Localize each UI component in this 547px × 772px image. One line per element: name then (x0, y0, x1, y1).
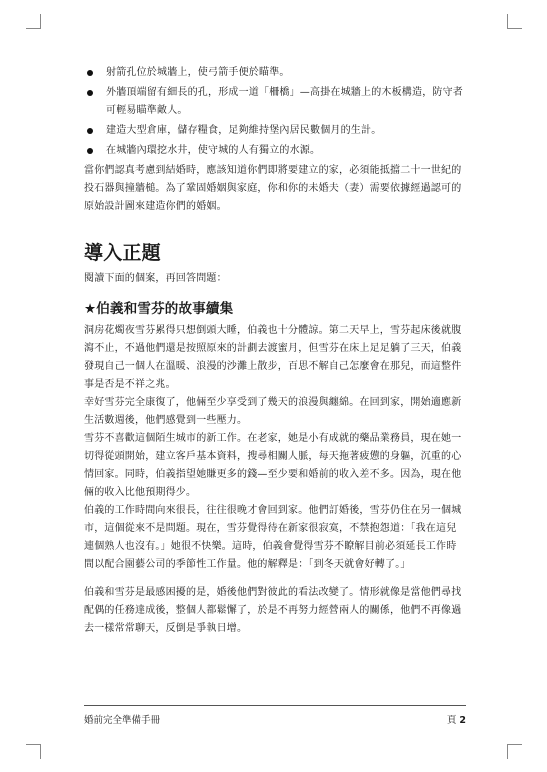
intro-paragraph: 當你們認真考慮到結婚時，應該知道你們即將要建立的家，必須能抵擋二十一世紀的投石器與撞牆槌。為了鞏固婚姻與家庭，你和你的未婚夫（妻）需要依據經過認可的原始設計圖來建造你們的婚姻。 (84, 165, 462, 212)
bullet-dot-icon (87, 70, 93, 76)
page-number-value: 2 (459, 715, 466, 726)
bullet-item (84, 142, 466, 160)
story-paragraph: 雪芬不喜歡這個陌生城市的新工作。在老家，她是小有成就的藥品業務員，現在她一切得從頭開始，建立客戶基本資料，搜尋相關人脈，每天拖著疲憊的身軀，沉重的心情回家。同時，伯義指望她賺更多的錢—至少要和婚前的收入差不多。因為，現在他倆的收入比他預期得少。 (84, 433, 462, 498)
bullet-list (84, 64, 466, 160)
story-paragraph: 洞房花燭夜雪芬累得只想倒頭大睡，伯義也十分體諒。第二天早上，雪芬起床後就腹瀉不止，不過他們還是按照原來的計劃去渡蜜月，但雪芬在床上足足躺了三天，伯義發現自己一個人在溫暖、浪漫的沙灘上散步，百思不解自己怎麼會在那兒，而這整件事是否是不祥之兆。 (84, 325, 462, 390)
bullet-item (84, 122, 466, 140)
bullet-dot-icon (87, 128, 93, 134)
bullet-item (84, 64, 466, 82)
bullet-text: 在城牆內環挖水井，使守城的人有獨立的水源。 (106, 145, 321, 156)
story-paragraph: 伯義的工作時間向來很長，往往很晚才會回到家。他們訂婚後，雪芬仍住在另一個城市，這個從來不是問題。現在，雪芬覺得待在新家很寂寞，不禁抱怨道：「我在這兒連個熟人也沒有。」她很不快樂。這時，伯義會覺得雪芬不瞭解目前必須延長工作時間以配合園藝公司的季節性工作量。他的解釋是：「到冬天就會好轉了。」 (84, 505, 462, 570)
story-paragraph: 幸好雪芬完全康復了，他倆至少享受到了幾天的浪漫與纏綿。在回到家，開始適應新生活數週後，他們感覺到一些壓力。 (84, 397, 462, 426)
story-body (84, 322, 466, 638)
page-footer (84, 705, 466, 726)
crop-mark-top-left (26, 14, 41, 29)
story-paragraph: 伯義和雪芬是最感困擾的是，婚後他們對彼此的看法改變了。情形就像是當他們尋找配偶的任務達成後，整個人都鬆懈了，於是不再努力經營兩人的關係，他們不再像過去一樣常常聊天，反倒是爭執日增。 (84, 587, 462, 634)
section-intro: 閱讀下面的個案，再回答問題： (84, 273, 227, 284)
section-heading: 導入正題 (84, 242, 161, 264)
page-number (447, 712, 466, 726)
bullet-text: 射箭孔位於城牆上，使弓箭手便於瞄準。 (106, 67, 290, 78)
bullet-text: 外牆頂端留有細長的孔，形成一道「柵橋」—高掛在城牆上的木板構造，防守者可輕易瞄準敵人。 (106, 87, 463, 116)
bullet-dot-icon (87, 148, 93, 154)
page-label: 頁 (446, 715, 457, 726)
crop-mark-bottom-right (507, 744, 522, 759)
bullet-item (84, 84, 466, 120)
page-content (84, 64, 466, 638)
footer-title: 婚前完全準備手冊 (84, 715, 161, 726)
story-heading: ★伯義和雪芬的故事續集 (84, 301, 234, 317)
bullet-dot-icon (87, 90, 93, 96)
crop-mark-top-right (507, 14, 522, 29)
crop-mark-bottom-left (26, 744, 41, 759)
bullet-text: 建造大型倉庫，儲存糧食，足夠維持堡內居民數個月的生計。 (106, 125, 382, 136)
